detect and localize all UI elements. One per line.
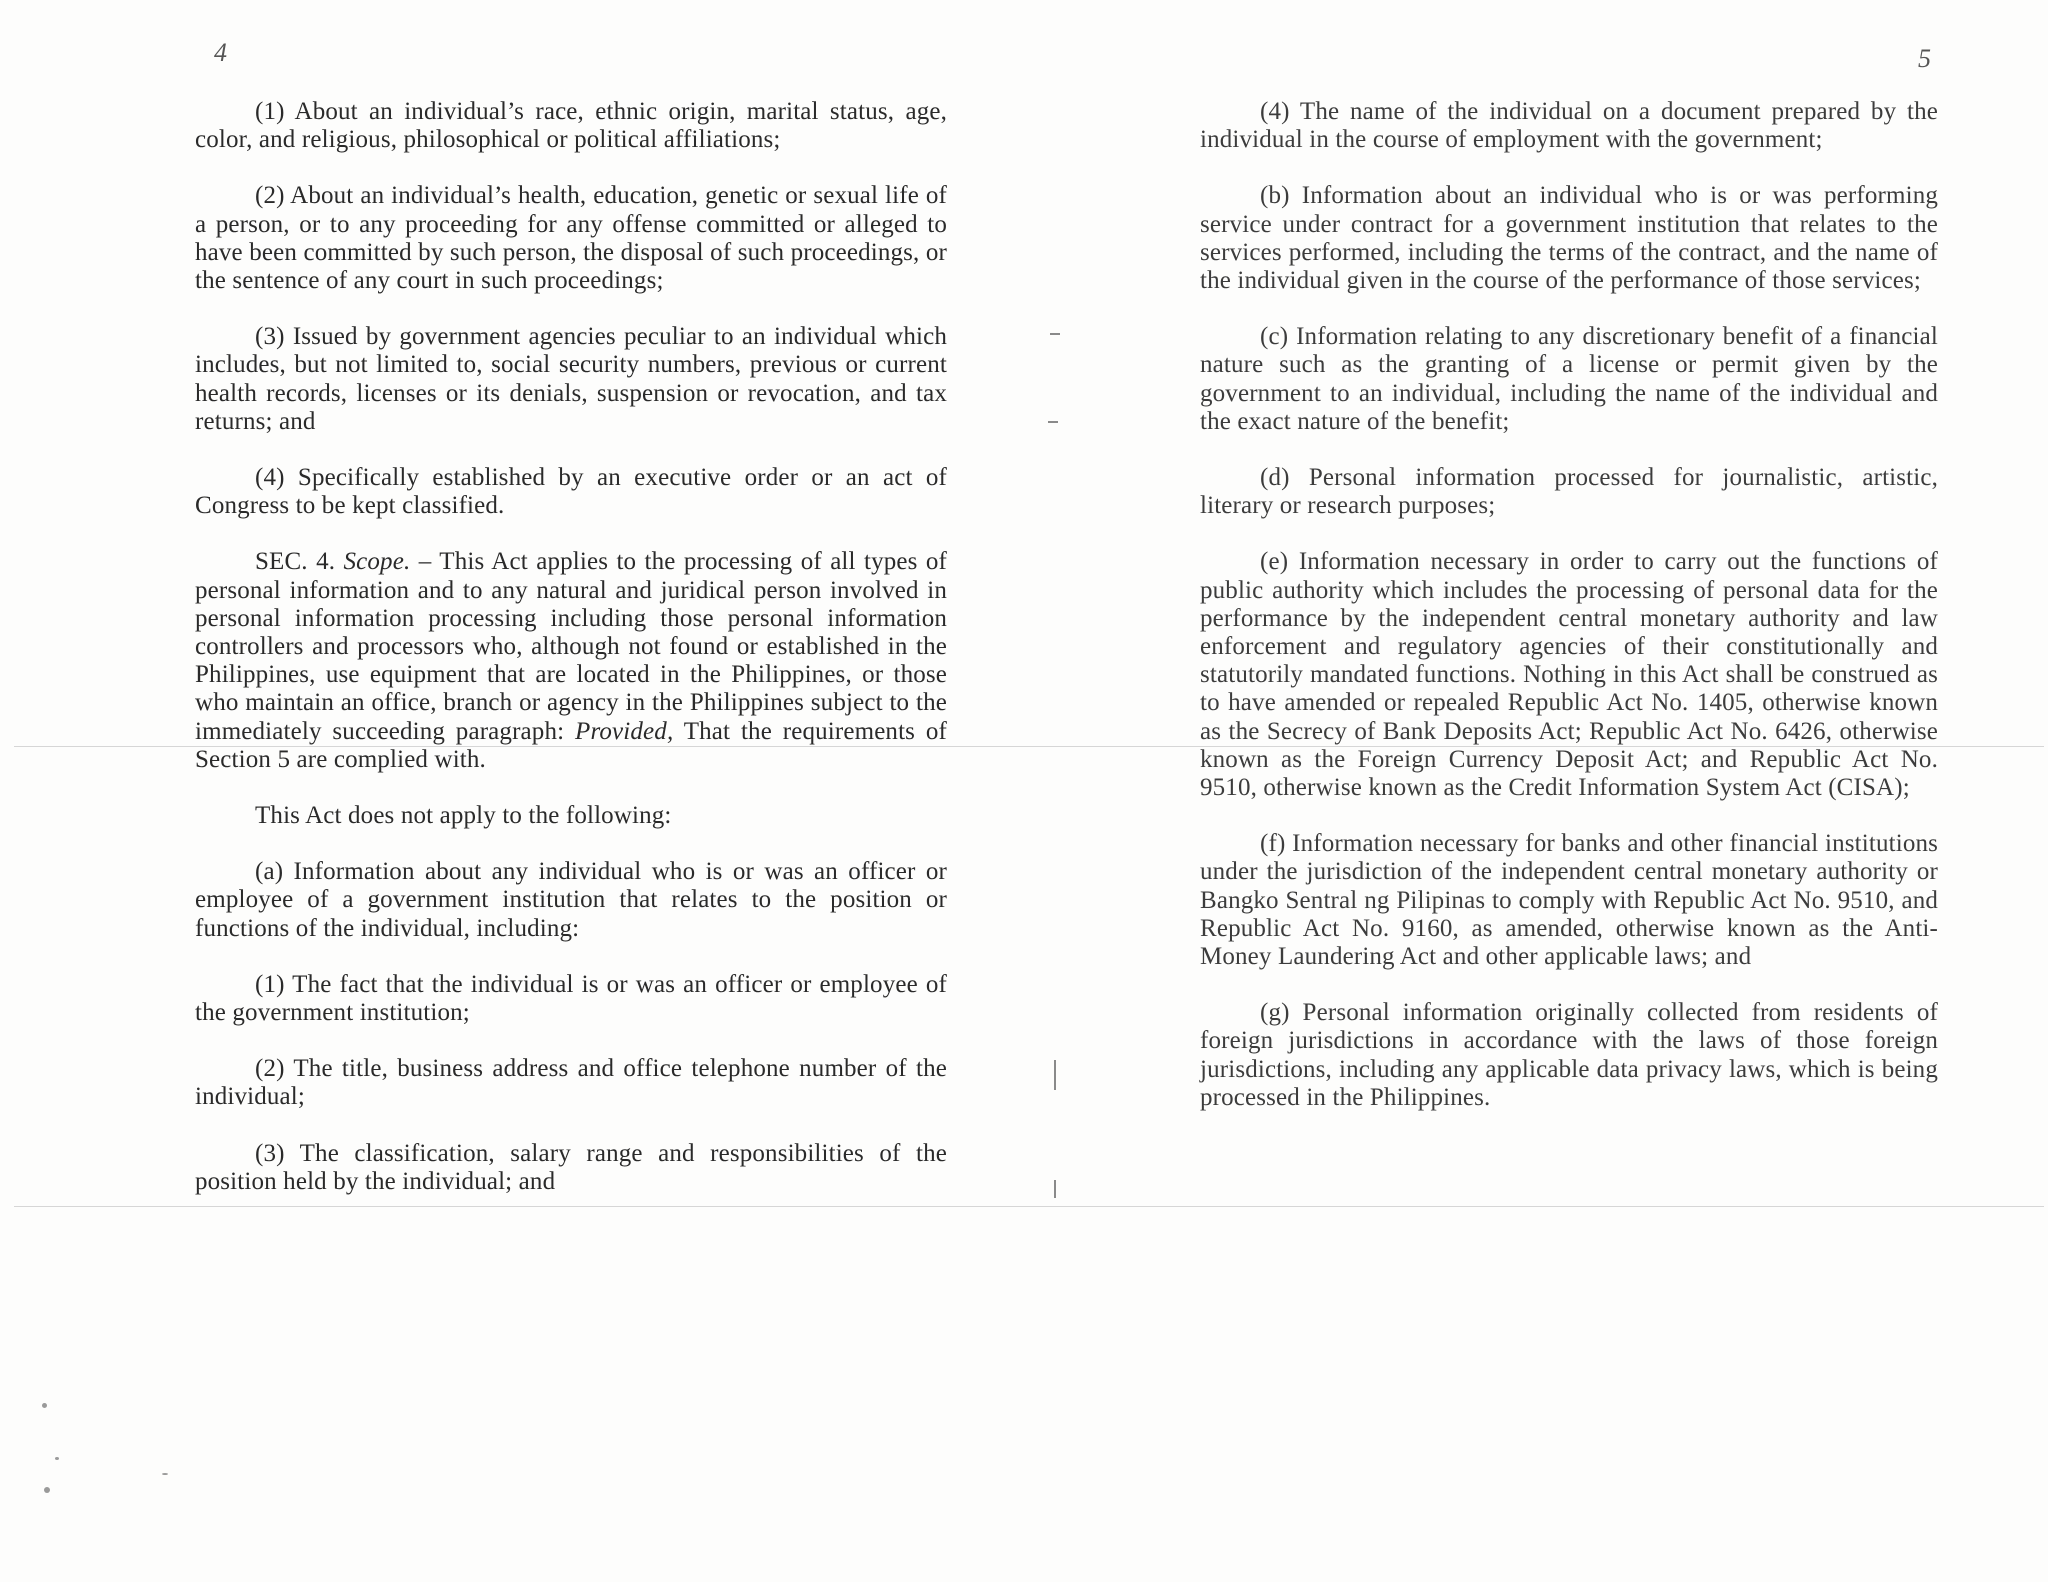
paragraph: (2) About an individual’s health, education, genetic or sexual life of a person, or to any proceeding for any offense committed or alleged to have been committed by such person, the disposal of such proceedings, or the sentence of any court in such proceedings; [195, 182, 947, 295]
scan-speck [55, 1457, 59, 1460]
paragraph: (e) Information necessary in order to carry out the functions of public authority which includes the processing of personal data for the performance by the independent central monetary authority and law enforcement and regulatory agencies of their constitutionally and statutorily mandated functions. Nothing in this Act shall be construed as to have amended or repealed Republic Act No. 1405, otherwise known as the Secrecy of Bank Deposits Act; Republic Act No. 6426, otherwise known as the Foreign Currency Deposit Act; and Republic Act No. 9510, otherwise known as the Credit Information System Act (CISA); [1200, 548, 1938, 802]
right-page-text [1200, 98, 1938, 1140]
paragraph: (4) The name of the individual on a document prepared by the individual in the course of employment with the government; [1200, 98, 1938, 154]
section-body-end: That the requirements of Section 5 are complied with. [195, 717, 948, 773]
paragraph: (g) Personal information originally collected from residents of foreign jurisdictions in accordance with the laws of those foreign jurisdictions, including any applicable data privacy laws, which is being processed in the Philippines. [1200, 999, 1938, 1111]
paragraph: (f) Information necessary for banks and other financial institutions under the jurisdiction of the independent central monetary authority or Bangko Sentral ng Pilipinas to comply with Republic Act No. 9510, and Republic Act No. 9160, as amended, otherwise known as the Anti-Money Laundering Act and other applicable laws; and [1200, 830, 1938, 971]
section-4-paragraph [195, 548, 947, 774]
paragraph: This Act does not apply to the following: [255, 802, 672, 830]
paragraph: (3) The classification, salary range and responsibilities of the position held by the individual; and [195, 1139, 947, 1195]
paragraph: (2) The title, business address and office telephone number of the individual; [195, 1055, 947, 1111]
proviso: Provided, [575, 717, 674, 745]
paragraph: (1) The fact that the individual is or was an officer or employee of the government institution; [195, 970, 947, 1027]
scan-mark [1054, 1180, 1056, 1198]
paragraph: (c) Information relating to any discretionary benefit of a financial nature such as the granting of a license or permit given by the government to an individual, including the name of the individual and the exact nature of the benefit; [1200, 323, 1938, 435]
section-heading: SEC. 4. [255, 548, 336, 576]
scan-speck [42, 1403, 47, 1408]
scan-mark [1054, 1060, 1056, 1090]
paragraph: (3) Issued by government agencies peculiar to an individual which includes, but not limited to, social security numbers, previous or current health records, licenses or its denials, suspension or revocation, and tax returns; and [195, 323, 947, 435]
scan-mark [1048, 421, 1058, 423]
paragraph: (d) Personal information processed for journalistic, artistic, literary or research purposes; [1200, 464, 1938, 520]
section-title: Scope. [343, 548, 411, 576]
scan-speck [162, 1473, 168, 1475]
scan-mark [1050, 333, 1060, 335]
section-body: – This Act applies to the processing of all types of personal information and to any natural and juridical person involved in personal information processing including those personal information controllers and processors who, although not found or established in the Philippines, use equipment that are located in the Philippines, or those who maintain an office, branch or agency in the Philippines subject to the immediately succeeding paragraph: [195, 548, 948, 745]
left-page-text [195, 98, 947, 1224]
scan-speck [44, 1487, 50, 1493]
paragraph: (1) About an individual’s race, ethnic origin, marital status, age, color, and religious, philosophical or political affiliations; [195, 98, 947, 154]
paragraph: (b) Information about an individual who is or was performing service under contract for a government institution that relates to the services performed, including the terms of the contract, and the name of the individual given in the course of the performance of those services; [1200, 182, 1938, 295]
paragraph: (4) Specifically established by an executive order or an act of Congress to be kept classified. [195, 464, 947, 520]
page-number-right: 5 [1918, 44, 1931, 73]
page-number-left: 4 [214, 38, 227, 67]
paragraph: (a) Information about any individual who is or was an officer or employee of a government institution that relates to the position or functions of the individual, including: [195, 858, 947, 942]
